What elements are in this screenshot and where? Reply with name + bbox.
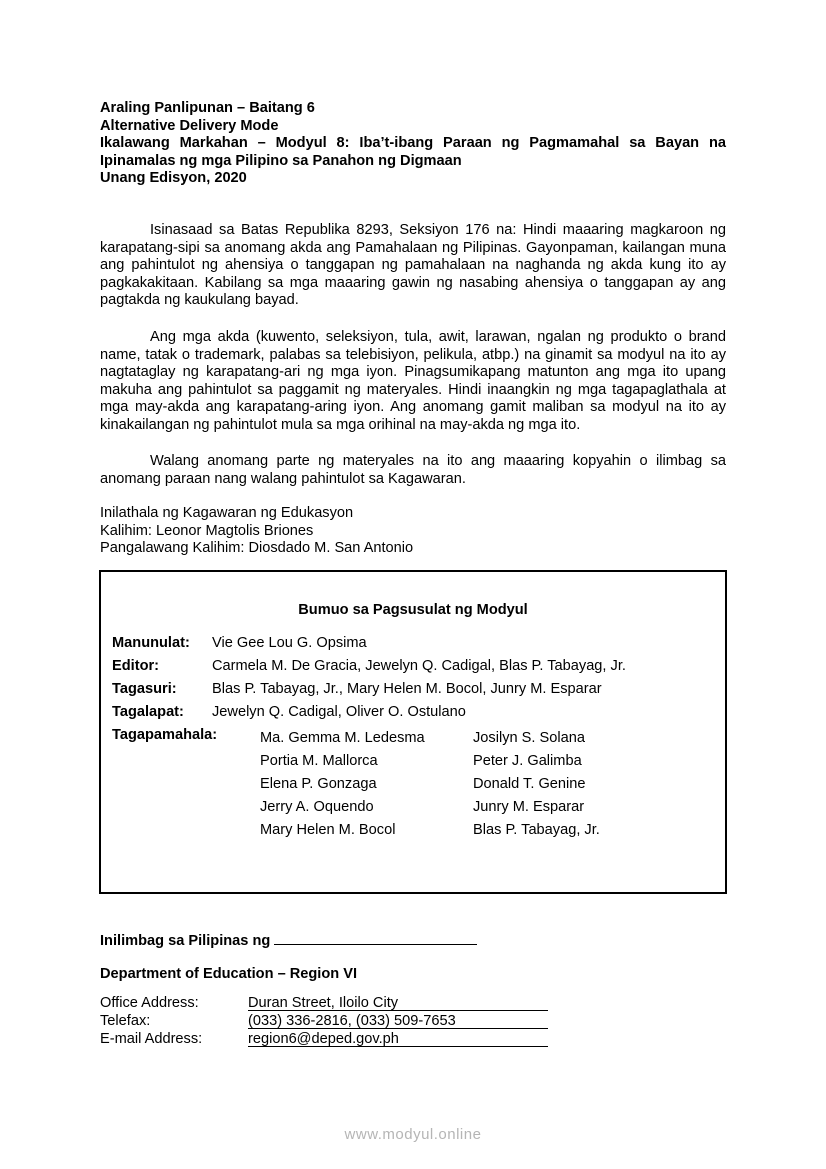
- development-team-title: Bumuo sa Pagsusulat ng Modyul: [298, 602, 528, 618]
- printed-by-line: [100, 931, 477, 949]
- manager-name: Blas P. Tabayag, Jr.: [473, 822, 600, 839]
- writer-value: Vie Gee Lou G. Opsima: [212, 635, 367, 651]
- email-label: E-mail Address:: [100, 1031, 203, 1047]
- manager-name: Mary Helen M. Bocol: [260, 822, 396, 839]
- layout-label: Tagalapat:: [112, 704, 184, 720]
- office-address-value: Duran Street, Iloilo City: [248, 996, 548, 1011]
- layout-row: [112, 704, 466, 720]
- reviewer-label: Tagasuri:: [112, 681, 177, 697]
- office-address-label: Office Address:: [100, 995, 199, 1011]
- publisher-info: [100, 505, 413, 558]
- module-title: Ikalawang Markahan – Modyul 8: Iba’t-ibang Paraan ng Pagmamahal sa Bayan na: [100, 135, 726, 151]
- manager-name: Peter J. Galimba: [473, 753, 582, 770]
- writer-label: Manunulat:: [112, 635, 190, 651]
- managers-column-2: [473, 727, 600, 842]
- manager-name: Elena P. Gonzaga: [260, 776, 377, 793]
- delivery-mode: Alternative Delivery Mode: [100, 117, 279, 134]
- subject-title: Araling Panlipunan – Baitang 6: [100, 100, 315, 116]
- copyright-header: [100, 100, 726, 188]
- telefax-value: (033) 336-2816, (033) 509-7653: [248, 1014, 548, 1029]
- managers-label: Tagapamahala:: [112, 727, 218, 743]
- trademark-paragraph: Ang mga akda (kuwento, seleksiyon, tula, awit, larawan, ngalan ng produkto o brand name, tatak o trademark, palabas sa telebisiyon, pelikula, atbp.) na ginamit sa modyul na ito ay nagtataglay ng karapatang-ari ng mga iyon. Pinagsumikapang matunton ang mga ito upang makuha ang pahintulot sa paggamit ng materyales. Hindi inaangkin ng mga tagapaglathala at mga may-akda ang karapatang-aring iyon. Ang anomang gamit maliban sa modyul na ito ay kinakailangan ng pahintulot mula sa mga orihinal na may-akda ng mga ito.: [100, 329, 726, 433]
- undersecretary-line: Pangalawang Kalihim: Diosdado M. San Antonio: [100, 540, 414, 556]
- editor-value: Carmela M. De Gracia, Jewelyn Q. Cadigal, Blas P. Tabayag, Jr.: [212, 658, 626, 674]
- manager-name: Jerry A. Oquendo: [260, 799, 374, 816]
- layout-value: Jewelyn Q. Cadigal, Oliver O. Ostulano: [212, 704, 466, 720]
- reviewer-value: Blas P. Tabayag, Jr., Mary Helen M. Bocol, Junry M. Esparar: [212, 681, 602, 697]
- office-name: Department of Education – Region VI: [100, 966, 358, 982]
- email-value: region6@deped.gov.ph: [248, 1032, 548, 1047]
- telefax-row: [100, 1013, 548, 1031]
- edition: Unang Edisyon, 2020: [100, 170, 247, 186]
- copyright-paragraph: Isinasaad sa Batas Republika 8293, Seksiyon 176 na: Hindi maaaring magkaroon ng karapatang-sipi sa anomang akda ang Pamahalaan ng Pilipinas. Gayonpaman, kailangan muna ang pahintulot ng ahensiya o tanggapan ng pamahalaan na naghanda ng akda kung ito ay pagkakakitaan. Kabilang sa mga maaaring gawin ng nasabing ahensiya o tanggapan ay ang pagtakda ng kaukulang bayad.: [100, 222, 726, 308]
- manager-name: Donald T. Genine: [473, 776, 586, 793]
- printer-blank: [274, 931, 477, 945]
- module-title-continued: Ipinamalas ng mga Pilipino sa Panahon ng Digmaan: [100, 152, 462, 169]
- watermark: www.modyul.online: [344, 1126, 482, 1143]
- managers-column-1: [260, 727, 425, 842]
- manager-name: Josilyn S. Solana: [473, 730, 585, 746]
- manager-name: Ma. Gemma M. Ledesma: [260, 730, 425, 746]
- office-address-row: [100, 995, 548, 1013]
- telefax-label: Telefax:: [100, 1013, 151, 1029]
- development-team-box: [99, 570, 727, 894]
- writer-row: [112, 635, 367, 651]
- managers-row: [112, 727, 600, 839]
- manager-name: Junry M. Esparar: [473, 799, 585, 816]
- editor-label: Editor:: [112, 658, 160, 674]
- secretary-line: Kalihim: Leonor Magtolis Briones: [100, 522, 314, 539]
- printed-by-label: Inilimbag sa Pilipinas ng: [100, 933, 271, 949]
- editor-row: [112, 658, 626, 674]
- reproduction-paragraph: Walang anomang parte ng materyales na ito ang maaaring kopyahin o ilimbag sa anomang paraan nang walang pahintulot sa Kagawaran.: [100, 453, 726, 487]
- reviewer-row: [112, 681, 602, 697]
- publisher-line: Inilathala ng Kagawaran ng Edukasyon: [100, 505, 354, 521]
- manager-name: Portia M. Mallorca: [260, 753, 378, 770]
- email-row: [100, 1031, 548, 1049]
